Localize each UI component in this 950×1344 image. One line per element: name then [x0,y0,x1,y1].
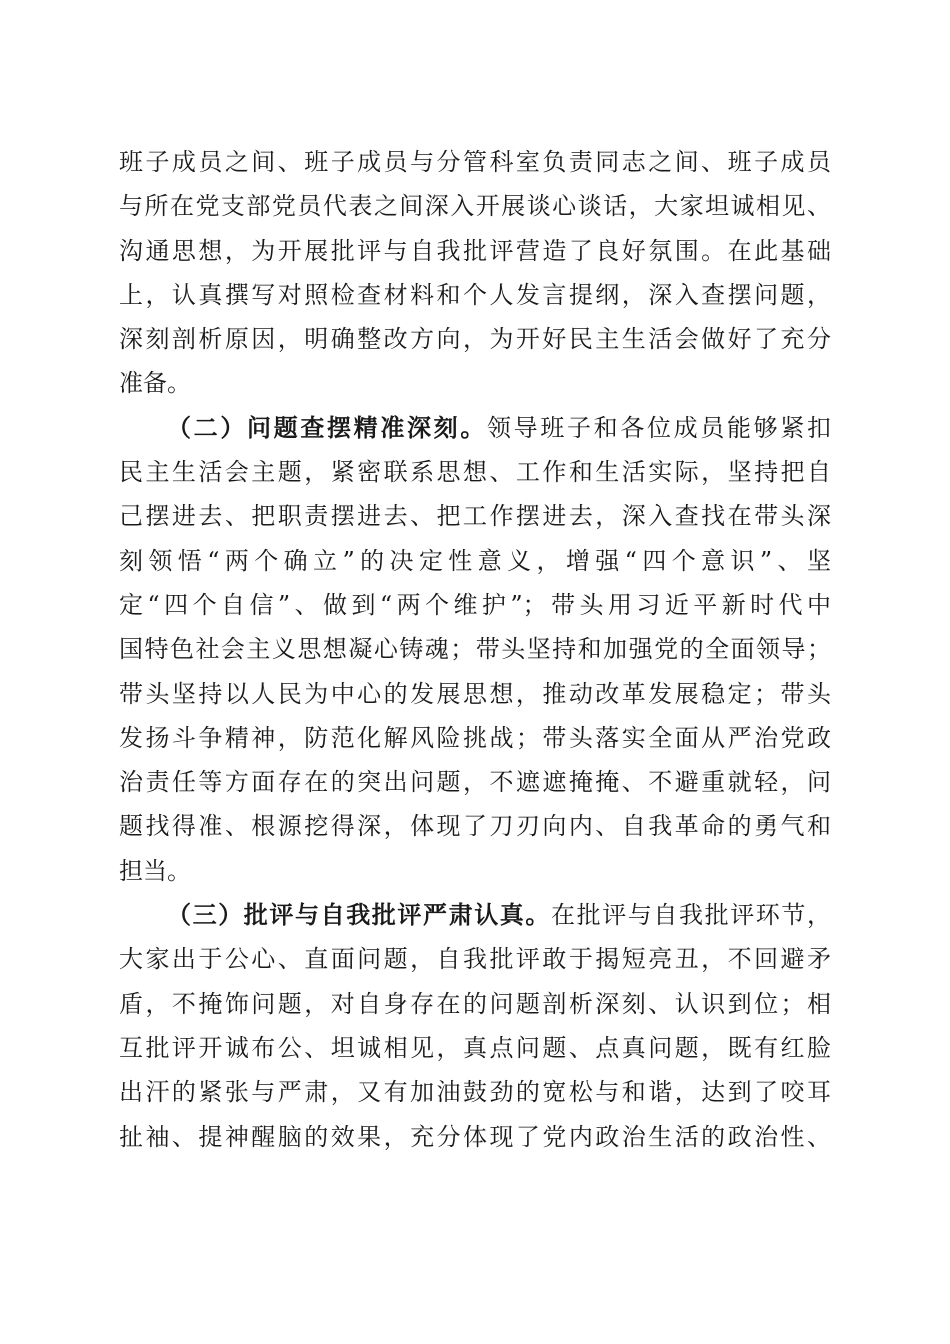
text-line: 担当。 [119,856,191,885]
text-line: 大家出于公心、直面问题，自我批评敢于揭短亮丑，不回避矛 [119,945,831,974]
text-segment: 在批评与自我批评环节， [551,901,831,930]
text-line: 准备。 [119,369,191,398]
text-line: 沟通思想，为开展批评与自我批评营造了良好氛围。在此基础 [119,236,831,265]
paragraph-criticism [119,893,831,1159]
text-line: 发扬斗争精神，防范化解风险挑战；带头落实全面从严治党政 [119,723,831,752]
document-body [119,140,831,1159]
text-line: 题找得准、根源挖得深，体现了刀刃向内、自我革命的勇气和 [119,812,831,841]
text-line: 定“四个自信”、做到“两个维护”；带头用习近平新时代中 [119,590,831,619]
section-heading: （三）批评与自我批评严肃认真。 [167,900,551,930]
text-line: 与所在党支部党员代表之间深入开展谈心谈话，大家坦诚相见、 [119,192,831,221]
text-line: 刻领悟“两个确立”的决定性意义，增强“四个意识”、坚 [119,546,831,575]
text-line: 盾，不掩饰问题，对自身存在的问题剖析深刻、认识到位；相 [119,989,831,1018]
text-segment: 领导班子和各位成员能够紧扣 [487,413,831,442]
text-line: 带头坚持以人民为中心的发展思想，推动改革发展稳定；带头 [119,679,831,708]
text-line: 深刻剖析原因，明确整改方向，为开好民主生活会做好了充分 [119,325,831,354]
paragraph-problem-finding [119,406,831,893]
section-heading: （二）问题查摆精准深刻。 [167,412,487,442]
text-line: 班子成员之间、班子成员与分管科室负责同志之间、班子成员 [119,148,831,176]
text-line: 出汗的紧张与严肃，又有加油鼓劲的宽松与和谐，达到了咬耳 [119,1078,831,1107]
text-line: 国特色社会主义思想凝心铸魂；带头坚持和加强党的全面领导； [119,635,831,664]
paragraph-preparation [119,140,831,406]
text-line: 民主生活会主题，紧密联系思想、工作和生活实际，坚持把自 [119,458,831,487]
text-line: 扯袖、提神醒脑的效果，充分体现了党内政治生活的政治性、 [119,1122,831,1151]
text-line [119,893,831,937]
text-line: 上，认真撰写对照检查材料和个人发言提纲，深入查摆问题， [119,280,831,309]
text-line [119,406,831,450]
text-line: 互批评开诚布公、坦诚相见，真点问题、点真问题，既有红脸 [119,1033,831,1062]
text-line: 治责任等方面存在的突出问题，不遮遮掩掩、不避重就轻，问 [119,768,831,797]
text-line: 己摆进去、把职责摆进去、把工作摆进去，深入查找在带头深 [119,502,831,531]
